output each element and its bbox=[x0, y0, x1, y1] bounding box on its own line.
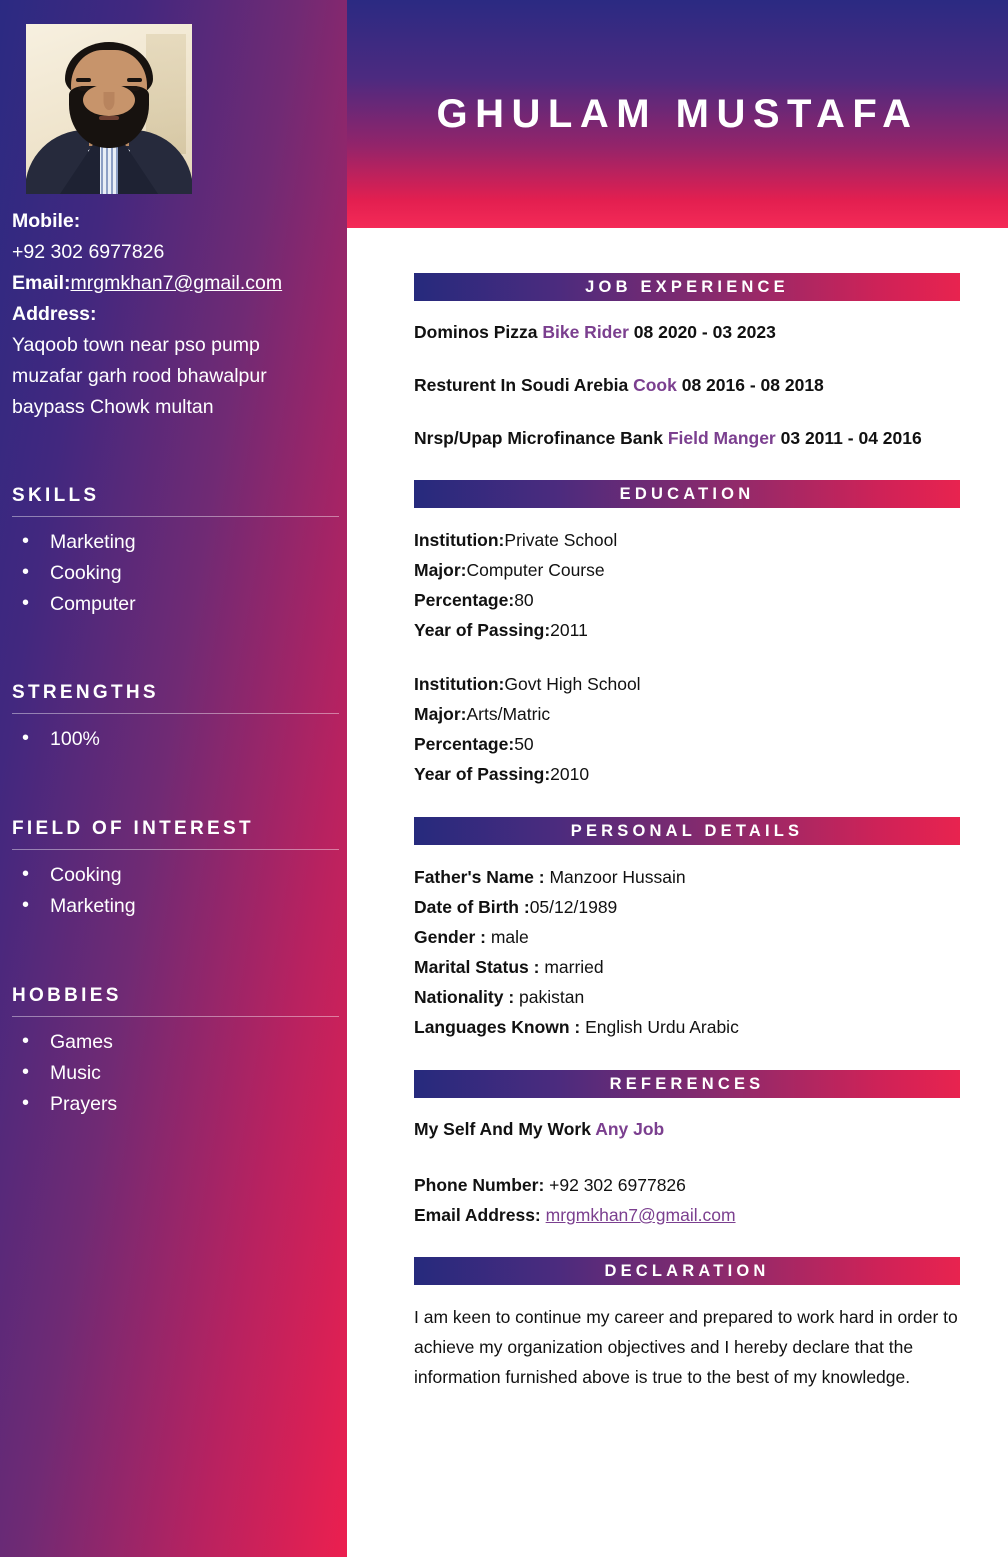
education-major bbox=[414, 555, 960, 585]
address-label: Address: bbox=[12, 303, 97, 325]
mobile-label: Mobile: bbox=[12, 210, 81, 232]
section-header-job-experience bbox=[414, 273, 960, 301]
field-value: Manzoor Hussain bbox=[549, 867, 686, 887]
job-role: Field Manger bbox=[667, 428, 776, 448]
field-value: 80 bbox=[514, 590, 534, 610]
sidebar-section-hobbies bbox=[10, 985, 337, 1120]
education-year bbox=[414, 615, 960, 645]
reference-headline-text: My Self And My Work bbox=[414, 1119, 596, 1139]
hobbies-list bbox=[12, 1027, 337, 1120]
field-label: Phone Number: bbox=[414, 1175, 550, 1195]
declaration-text: I am keen to continue my career and prepared to work hard in order to achieve my organization objectives and I hereby declare that the information furnished above is true to the best of my knowledge. bbox=[414, 1307, 958, 1387]
job-role: Cook bbox=[633, 375, 677, 395]
email-label: Email: bbox=[12, 272, 71, 294]
field-value: Govt High School bbox=[504, 674, 641, 694]
job-role: Bike Rider bbox=[542, 322, 629, 342]
sidebar-section-strengths bbox=[10, 682, 337, 755]
field-label: Major: bbox=[414, 560, 467, 580]
section-title: DECLARATION bbox=[604, 1261, 770, 1280]
address-line-2: muzafar garh rood bhawalpur bbox=[12, 365, 267, 387]
field-value: pakistan bbox=[519, 987, 585, 1007]
field-value: 2011 bbox=[550, 620, 588, 640]
job-dates: 08 2016 - 08 2018 bbox=[676, 375, 824, 395]
personal-detail-row bbox=[414, 982, 960, 1012]
field-label: Year of Passing: bbox=[414, 620, 551, 640]
section-title: REFERENCES bbox=[609, 1074, 765, 1093]
sidebar-section-field-of-interest bbox=[10, 818, 337, 922]
personal-detail-row bbox=[414, 862, 960, 892]
section-title: EDUCATION bbox=[619, 484, 755, 503]
education-entry bbox=[414, 669, 960, 789]
sidebar-section-title: SKILLS bbox=[12, 485, 100, 506]
job-dates: 08 2020 - 03 2023 bbox=[628, 322, 776, 342]
address-line-3: baypass Chowk multan bbox=[12, 396, 214, 418]
field-label: Percentage: bbox=[414, 590, 515, 610]
job-dates: 03 2011 - 04 2016 bbox=[775, 428, 922, 448]
strengths-list bbox=[12, 724, 337, 755]
education-major bbox=[414, 699, 960, 729]
field-label: Institution: bbox=[414, 530, 505, 550]
main-content bbox=[347, 228, 1008, 1561]
education-institution bbox=[414, 525, 960, 555]
page-title: GHULAM MUSTAFA bbox=[436, 91, 919, 136]
list-item: • Prayers bbox=[12, 1089, 337, 1120]
education-institution bbox=[414, 669, 960, 699]
section-header-declaration bbox=[414, 1257, 960, 1285]
field-value: +92 302 6977826 bbox=[549, 1175, 686, 1195]
section-header-education bbox=[414, 480, 960, 508]
list-item: • 100% bbox=[12, 724, 337, 755]
divider bbox=[12, 516, 339, 517]
profile-photo bbox=[26, 24, 192, 194]
sidebar-section-title: HOBBIES bbox=[12, 985, 122, 1006]
field-label: Marital Status : bbox=[414, 957, 545, 977]
list-item: • Computer bbox=[12, 589, 337, 620]
field-value: 50 bbox=[514, 734, 534, 754]
sidebar-section-title: STRENGTHS bbox=[12, 682, 159, 703]
field-label: Date of Birth : bbox=[414, 897, 530, 917]
section-header-references bbox=[414, 1070, 960, 1098]
section-title: JOB EXPERIENCE bbox=[585, 277, 789, 296]
reference-email-row bbox=[414, 1200, 960, 1230]
list-item: • Cooking bbox=[12, 558, 337, 589]
section-title: PERSONAL DETAILS bbox=[570, 821, 804, 840]
field-value: male bbox=[490, 927, 529, 947]
field-label: Father's Name : bbox=[414, 867, 550, 887]
field-value: Computer Course bbox=[466, 560, 605, 580]
personal-detail-row bbox=[414, 952, 960, 982]
divider bbox=[12, 713, 339, 714]
field-value: Arts/Matric bbox=[466, 704, 551, 724]
mobile-value: +92 302 6977826 bbox=[12, 241, 165, 263]
field-label: Nationality : bbox=[414, 987, 520, 1007]
sidebar bbox=[0, 0, 347, 1557]
sidebar-email-link[interactable]: mrgmkhan7@gmail.com bbox=[70, 272, 283, 294]
sidebar-section-title: FIELD OF INTEREST bbox=[12, 818, 254, 839]
reference-headline-accent: Any Job bbox=[595, 1119, 665, 1139]
personal-details-group bbox=[414, 862, 960, 1042]
header-banner bbox=[347, 0, 1008, 228]
list-item: • Games bbox=[12, 1027, 337, 1058]
field-value: Private School bbox=[504, 530, 618, 550]
personal-detail-row bbox=[414, 922, 960, 952]
job-company: Resturent In Soudi Arebia bbox=[414, 375, 634, 395]
field-label: Percentage: bbox=[414, 734, 515, 754]
field-value: married bbox=[544, 957, 604, 977]
field-label: Year of Passing: bbox=[414, 764, 551, 784]
education-year bbox=[414, 759, 960, 789]
list-item: • Cooking bbox=[12, 860, 337, 891]
list-item: • Music bbox=[12, 1058, 337, 1089]
education-percentage bbox=[414, 729, 960, 759]
skills-list bbox=[12, 527, 337, 620]
personal-detail-row bbox=[414, 1012, 960, 1042]
education-percentage bbox=[414, 585, 960, 615]
job-entry bbox=[414, 318, 960, 347]
job-entry bbox=[414, 424, 960, 453]
education-entry bbox=[414, 525, 960, 645]
field-label: Languages Known : bbox=[414, 1017, 586, 1037]
sidebar-section-skills bbox=[10, 485, 337, 620]
field-value: English Urdu Arabic bbox=[585, 1017, 739, 1037]
address-line-1: Yaqoob town near pso pump bbox=[12, 334, 260, 356]
field-label: Email Address: bbox=[414, 1205, 546, 1225]
job-entry bbox=[414, 371, 960, 400]
field-value: 2010 bbox=[550, 764, 590, 784]
field-value: 05/12/1989 bbox=[529, 897, 618, 917]
list-item: • Marketing bbox=[12, 527, 337, 558]
reference-phone-row bbox=[414, 1170, 960, 1200]
personal-detail-row bbox=[414, 892, 960, 922]
reference-headline bbox=[414, 1115, 960, 1144]
list-item: • Marketing bbox=[12, 891, 337, 922]
field-label: Gender : bbox=[414, 927, 491, 947]
divider bbox=[12, 849, 339, 850]
reference-email-link[interactable]: mrgmkhan7@gmail.com bbox=[545, 1205, 736, 1225]
job-company: Dominos Pizza bbox=[414, 322, 543, 342]
field-label: Major: bbox=[414, 704, 467, 724]
contact-block bbox=[10, 206, 337, 423]
field-label: Institution: bbox=[414, 674, 505, 694]
section-header-personal-details bbox=[414, 817, 960, 845]
field-of-interest-list bbox=[12, 860, 337, 922]
divider bbox=[12, 1016, 339, 1017]
job-company: Nrsp/Upap Microfinance Bank bbox=[414, 428, 668, 448]
email-row bbox=[12, 268, 337, 299]
